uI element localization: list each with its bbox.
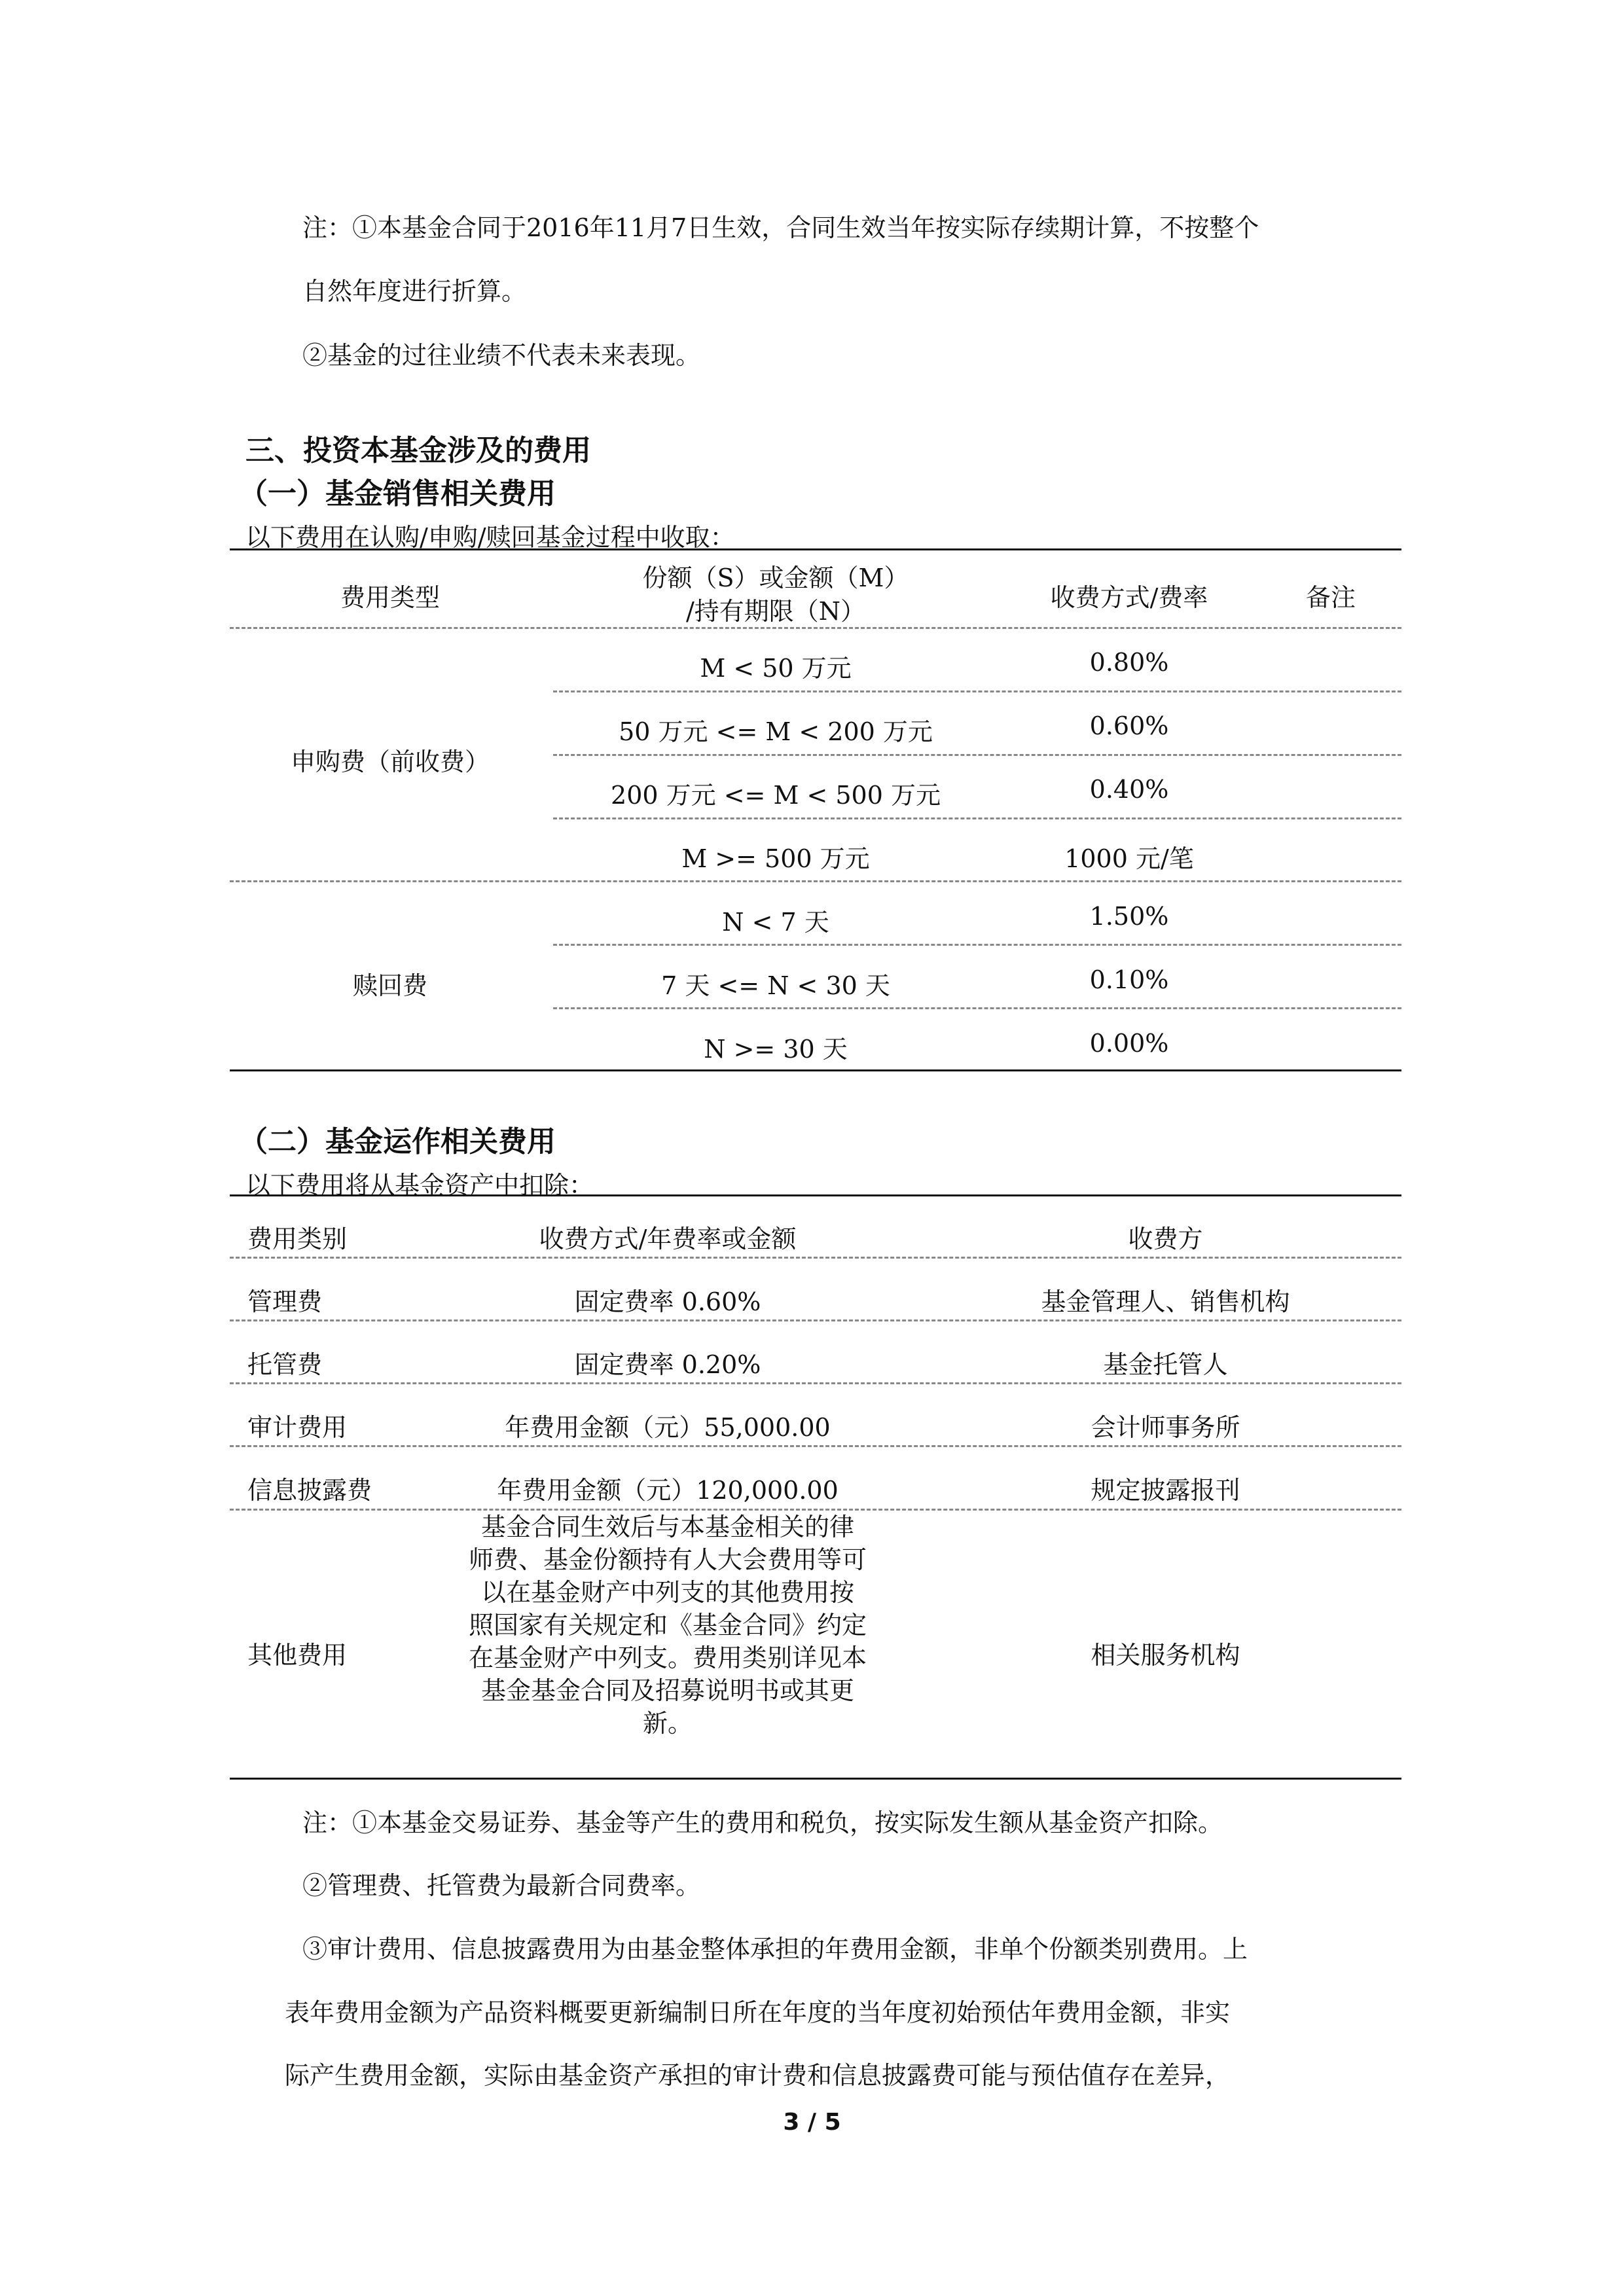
subsection-1-intro: 以下费用在认购/申购/赎回基金过程中收取： bbox=[245, 523, 735, 552]
bottom-note-1: 注：①本基金交易证券、基金等产生的费用和税负，按实际发生额从基金资产扣除。 bbox=[302, 1808, 1223, 1837]
range-cell: 7 天 <= N < 30 天 bbox=[661, 971, 890, 1000]
bottom-note-3-line-3: 际产生费用金额，实际由基金资产承担的审计费和信息披露费可能与预估值存在差异， bbox=[285, 2061, 1231, 2090]
method-cell: 固定费率 0.20% bbox=[574, 1350, 761, 1379]
category-cell: 审计费用 bbox=[247, 1413, 348, 1442]
range-cell: 200 万元 <= M < 500 万元 bbox=[611, 781, 941, 810]
payee-cell: 规定披露报刊 bbox=[1091, 1476, 1240, 1505]
table-bottom-rule bbox=[230, 1069, 1401, 1071]
fee-type-subscription: 申购费（前收费） bbox=[290, 747, 490, 776]
rate-cell: 0.00% bbox=[1089, 1029, 1169, 1058]
subsection-2-intro: 以下费用将从基金资产中扣除： bbox=[245, 1171, 594, 1200]
method-line: 以在基金财产中列支的其他费用按 bbox=[480, 1578, 854, 1607]
fee-type-redemption: 赎回费 bbox=[352, 971, 427, 1000]
subsection-2-title: （二）基金运作相关费用 bbox=[239, 1125, 556, 1158]
row-divider bbox=[230, 1319, 1401, 1321]
header-range-line-1: 份额（S）或金额（M） bbox=[642, 564, 909, 592]
header-divider bbox=[230, 627, 1401, 629]
payee-cell: 会计师事务所 bbox=[1091, 1413, 1240, 1442]
row-divider bbox=[553, 944, 1401, 946]
rate-cell: 0.10% bbox=[1089, 965, 1169, 994]
rate-cell: 0.40% bbox=[1089, 775, 1169, 804]
bottom-note-2: ②管理费、托管费为最新合同费率。 bbox=[302, 1871, 701, 1900]
category-cell: 信息披露费 bbox=[247, 1476, 372, 1505]
header-category: 费用类别 bbox=[247, 1225, 348, 1253]
note-1-line-1: 注：①本基金合同于2016年11月7日生效，合同生效当年按实际存续期计算，不按整个 bbox=[302, 213, 1259, 242]
header-remark: 备注 bbox=[1305, 583, 1356, 612]
method-cell-other bbox=[406, 1511, 929, 1740]
rate-cell: 0.80% bbox=[1089, 648, 1169, 677]
category-cell: 管理费 bbox=[247, 1287, 323, 1316]
row-divider bbox=[230, 1382, 1401, 1384]
method-line: 照国家有关规定和《基金合同》约定 bbox=[468, 1611, 867, 1640]
range-cell: M >= 500 万元 bbox=[681, 844, 870, 873]
method-line: 师费、基金份额持有人大会费用等可 bbox=[468, 1545, 867, 1574]
table-top-rule bbox=[230, 1194, 1401, 1196]
header-range-line-2: /持有期限（N） bbox=[685, 597, 866, 626]
note-2: ②基金的过往业绩不代表未来表现。 bbox=[302, 341, 701, 370]
category-cell: 托管费 bbox=[247, 1350, 323, 1379]
note-1-line-2: 自然年度进行折算。 bbox=[302, 277, 527, 306]
header-method: 收费方式/年费率或金额 bbox=[539, 1225, 797, 1253]
table-top-rule bbox=[230, 548, 1401, 550]
bottom-note-3-line-1: ③审计费用、信息披露费用为由基金整体承担的年费用金额，非单个份额类别费用。上 bbox=[302, 1935, 1248, 1964]
header-fee-type: 费用类型 bbox=[340, 583, 440, 612]
method-line: 基金合同生效后与本基金相关的律 bbox=[480, 1513, 854, 1541]
header-payee: 收费方 bbox=[1128, 1225, 1203, 1253]
method-cell: 年费用金额（元）55,000.00 bbox=[505, 1413, 831, 1442]
method-line: 新。 bbox=[642, 1709, 693, 1738]
range-cell: N < 7 天 bbox=[722, 908, 829, 937]
row-divider bbox=[553, 691, 1401, 692]
rate-cell: 1.50% bbox=[1089, 902, 1169, 931]
payee-cell-other: 相关服务机构 bbox=[1091, 1641, 1240, 1670]
row-divider bbox=[553, 754, 1401, 756]
rate-cell: 0.60% bbox=[1089, 711, 1169, 740]
row-divider bbox=[553, 817, 1401, 819]
header-rate: 收费方式/费率 bbox=[1050, 583, 1208, 612]
method-cell: 年费用金额（元）120,000.00 bbox=[497, 1476, 839, 1505]
range-cell: N >= 30 天 bbox=[704, 1035, 848, 1064]
range-cell: 50 万元 <= M < 200 万元 bbox=[619, 717, 933, 746]
method-line: 基金基金合同及招募说明书或其更 bbox=[480, 1676, 854, 1705]
page-number: 3 / 5 bbox=[783, 2109, 841, 2136]
row-divider bbox=[553, 1007, 1401, 1009]
group-divider bbox=[230, 880, 1401, 882]
row-divider bbox=[230, 1445, 1401, 1447]
table-bottom-rule bbox=[230, 1778, 1401, 1780]
method-cell: 固定费率 0.60% bbox=[574, 1287, 761, 1316]
method-line: 在基金财产中列支。费用类别详见本 bbox=[468, 1643, 867, 1672]
payee-cell: 基金管理人、销售机构 bbox=[1041, 1287, 1290, 1316]
section-title: 三、投资本基金涉及的费用 bbox=[245, 434, 591, 467]
payee-cell: 基金托管人 bbox=[1103, 1350, 1228, 1379]
row-divider bbox=[230, 1257, 1401, 1259]
rate-cell: 1000 元/笔 bbox=[1064, 844, 1194, 873]
bottom-note-3-line-2: 表年费用金额为产品资料概要更新编制日所在年度的当年度初始预估年费用金额，非实 bbox=[285, 1998, 1231, 2027]
subsection-1-title: （一）基金销售相关费用 bbox=[239, 477, 556, 511]
range-cell: M < 50 万元 bbox=[700, 654, 852, 683]
category-cell-other: 其他费用 bbox=[247, 1641, 348, 1670]
